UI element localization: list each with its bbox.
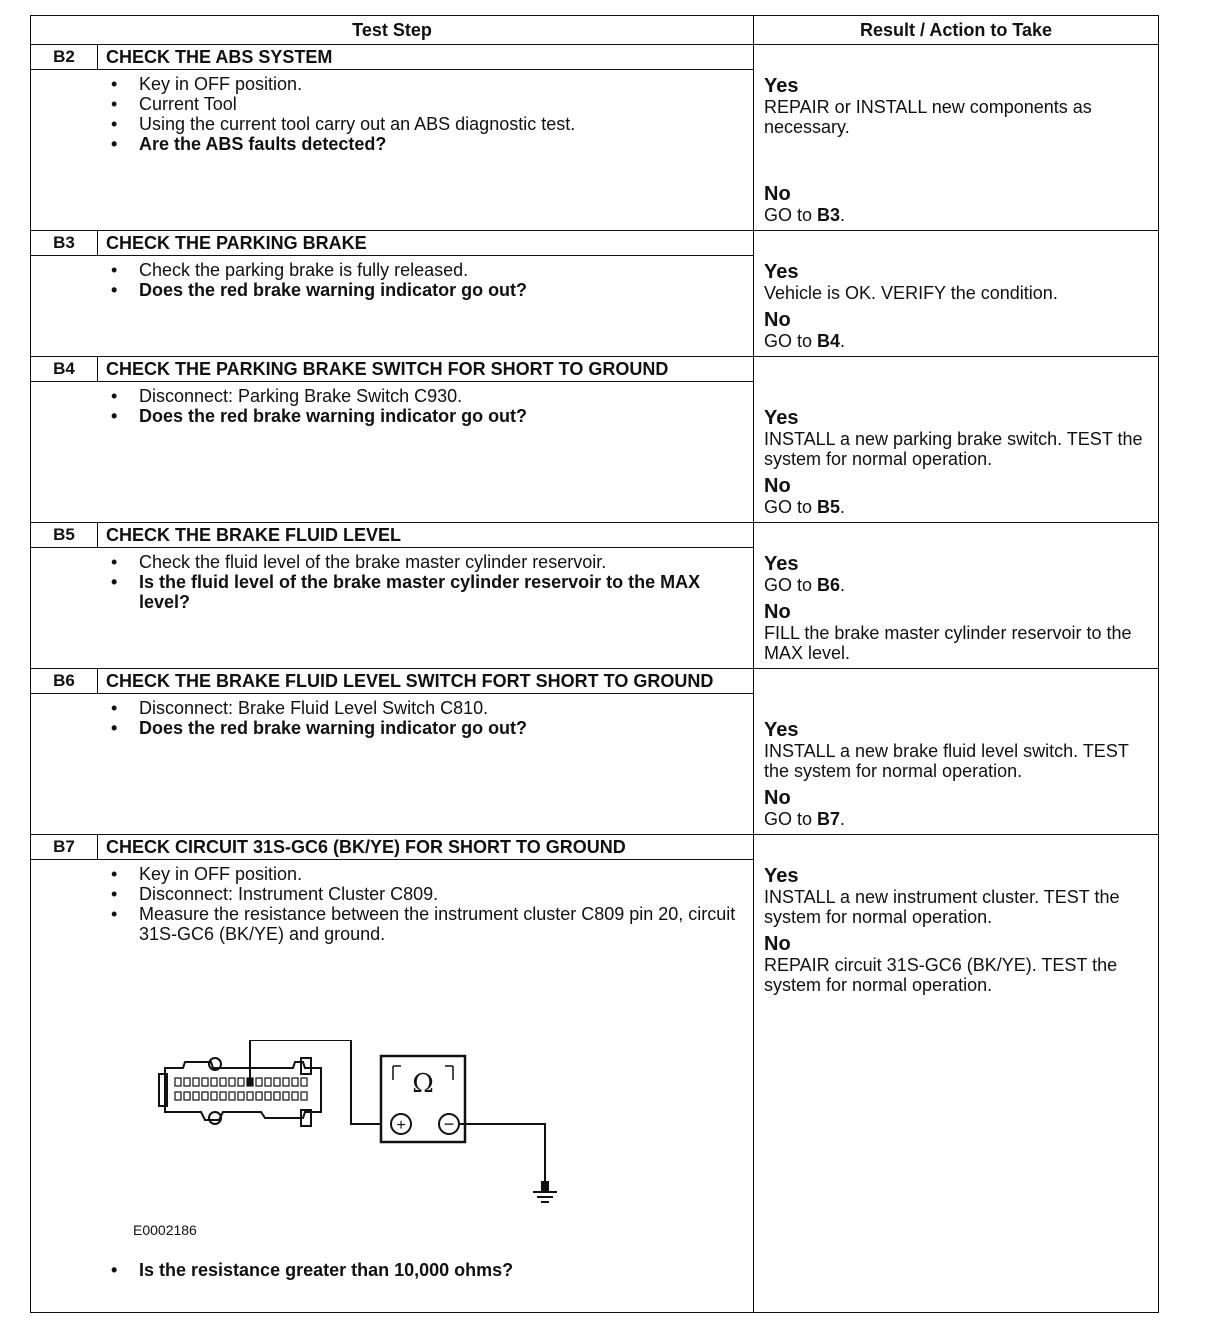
step-cell (31, 45, 754, 231)
step-id: B2 (31, 45, 98, 69)
bullet-item: • Key in OFF position. (139, 864, 753, 884)
step-header (31, 45, 753, 70)
probe-lead-negative (459, 1124, 545, 1190)
bullet-question: • Are the ABS faults detected? (139, 134, 753, 154)
no-action-text: GO to (764, 205, 818, 225)
no-suffix: . (840, 205, 846, 225)
no-step-ref: B7 (817, 809, 841, 829)
header-test-step: Test Step (31, 16, 754, 45)
bullet-question: • Is the fluid level of the brake master cylinder reservoir to the MAX level? (139, 572, 753, 612)
no-action: FILL the brake master cylinder reservoir to the MAX level. (764, 623, 1132, 663)
step-header (31, 357, 753, 382)
step-row-b5 (31, 523, 1159, 669)
step-cell (31, 357, 754, 523)
result-cell (754, 669, 1159, 835)
no-step-ref: B4 (817, 331, 841, 351)
bullet-item: • Check the parking brake is fully released. (139, 260, 753, 280)
yes-label: Yes (764, 75, 799, 97)
diagnostic-table-page (30, 15, 1158, 1313)
bullet-question: • Does the red brake warning indicator go out? (139, 280, 753, 300)
bullet-question: • Is the resistance greater than 10,000 ohms? (31, 1238, 753, 1287)
yes-label: Yes (764, 865, 799, 887)
yes-action (764, 575, 1152, 595)
step-id: B3 (31, 231, 98, 255)
ohm-symbol: Ω (412, 1069, 434, 1099)
step-bullets (31, 548, 753, 618)
yes-action: Vehicle is OK. VERIFY the condition. (764, 283, 1058, 303)
no-action-text: GO to (764, 497, 818, 517)
bullet-item: • Disconnect: Brake Fluid Level Switch C810. (139, 698, 753, 718)
result-cell (754, 835, 1159, 1313)
step-header (31, 669, 753, 694)
yes-label: Yes (764, 407, 799, 429)
no-suffix: . (840, 331, 846, 351)
yes-action-text: GO to (764, 575, 818, 595)
figure-label: E0002186 (133, 1222, 197, 1238)
bullet-item: • Current Tool (139, 94, 753, 114)
step-header (31, 835, 753, 860)
result-cell (754, 357, 1159, 523)
step-cell (31, 835, 754, 1313)
result-cell (754, 45, 1159, 231)
step-row-b4 (31, 357, 1159, 523)
no-action: REPAIR circuit 31S-GC6 (BK/YE). TEST the system for normal operation. (764, 955, 1118, 995)
step-bullets (31, 860, 753, 950)
no-action (764, 497, 1152, 517)
step-cell (31, 231, 754, 357)
no-label: No (764, 309, 791, 331)
connector-pins (175, 1078, 307, 1100)
bullet-item: • Using the current tool carry out an ABS diagnostic test. (139, 114, 753, 134)
negative-sign: − (443, 1114, 455, 1134)
no-label: No (764, 933, 791, 955)
ohmmeter (381, 1056, 465, 1142)
yes-action: INSTALL a new brake fluid level switch. TEST the system for normal operation. (764, 741, 1129, 781)
no-suffix: . (840, 497, 846, 517)
no-action (764, 809, 1152, 829)
step-title: CHECK THE BRAKE FLUID LEVEL (106, 525, 402, 545)
yes-action: REPAIR or INSTALL new components as necessary. (764, 97, 1092, 137)
yes-suffix: . (840, 575, 846, 595)
yes-action: INSTALL a new instrument cluster. TEST the system for normal operation. (764, 887, 1120, 927)
header-row (31, 16, 1159, 45)
bullet-item: • Measure the resistance between the instrument cluster C809 pin 20, circuit 31S-GC6 (BK/YE) and ground. (139, 904, 753, 944)
wiring-diagram (153, 1040, 603, 1210)
bullet-item: • Check the fluid level of the brake master cylinder reservoir. (139, 552, 753, 572)
bullet-item: • Disconnect: Instrument Cluster C809. (139, 884, 753, 904)
no-action (764, 331, 1152, 351)
no-suffix: . (840, 809, 846, 829)
no-label: No (764, 787, 791, 809)
ground-icon (533, 1182, 557, 1202)
no-action-text: GO to (764, 809, 818, 829)
bullet-item: • Key in OFF position. (139, 74, 753, 94)
no-label: No (764, 475, 791, 497)
step-title: CHECK CIRCUIT 31S-GC6 (BK/YE) FOR SHORT TO GROUND (106, 837, 626, 857)
step-bullets (31, 694, 753, 744)
step-bullets (31, 382, 753, 432)
step-row-b6 (31, 669, 1159, 835)
step-header (31, 523, 753, 548)
bullet-question: • Does the red brake warning indicator go out? (139, 406, 753, 426)
step-bullets (31, 70, 753, 160)
yes-label: Yes (764, 261, 799, 283)
yes-label: Yes (764, 719, 799, 741)
no-label: No (764, 183, 791, 205)
bullet-question: • Does the red brake warning indicator go out? (139, 718, 753, 738)
step-row-b2 (31, 45, 1159, 231)
step-id: B4 (31, 357, 98, 381)
step-id: B6 (31, 669, 98, 693)
step-title: CHECK THE PARKING BRAKE SWITCH FOR SHORT TO GROUND (106, 359, 669, 379)
no-step-ref: B5 (817, 497, 841, 517)
result-cell (754, 523, 1159, 669)
test-step-table (30, 15, 1159, 1313)
step-cell (31, 523, 754, 669)
resistance-test-diagram (153, 1040, 603, 1210)
no-action-text: GO to (764, 331, 818, 351)
no-action (764, 205, 1152, 225)
probe-lead-positive (250, 1040, 401, 1124)
result-cell (754, 231, 1159, 357)
yes-label: Yes (764, 553, 799, 575)
step-id: B5 (31, 523, 98, 547)
bullet-item: • Disconnect: Parking Brake Switch C930. (139, 386, 753, 406)
step-title: CHECK THE BRAKE FLUID LEVEL SWITCH FORT SHORT TO GROUND (106, 671, 714, 691)
header-result: Result / Action to Take (754, 16, 1159, 45)
positive-sign: + (396, 1117, 406, 1134)
no-step-ref: B3 (817, 205, 841, 225)
yes-step-ref: B6 (817, 575, 841, 595)
step-id: B7 (31, 835, 98, 859)
step-cell (31, 669, 754, 835)
step-row-b7 (31, 835, 1159, 1313)
step-title: CHECK THE ABS SYSTEM (106, 47, 333, 67)
step-header (31, 231, 753, 256)
step-row-b3 (31, 231, 1159, 357)
no-label: No (764, 601, 791, 623)
step-bullets (31, 256, 753, 306)
yes-action: INSTALL a new parking brake switch. TEST the system for normal operation. (764, 429, 1143, 469)
step-title: CHECK THE PARKING BRAKE (106, 233, 367, 253)
